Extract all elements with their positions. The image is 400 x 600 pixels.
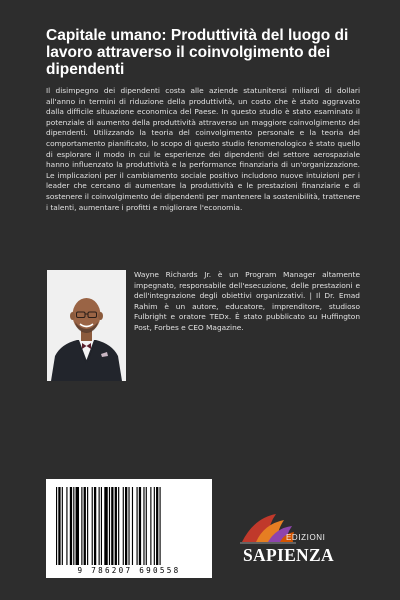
author-photo: [47, 270, 126, 381]
book-title: Capitale umano: Produttività del luogo di lavoro attraverso il coinvolgimento dei dipendenti: [46, 27, 349, 78]
author-bio: Wayne Richards Jr. è un Program Manager altamente impegnato, responsabile dell'esecuzione, delle prestazioni e dell'integrazione degli obiettivi organizzativi. | Il Dr. Emad Rahim è un autore, educatore, imprenditore, studioso Fulbright e oratore TEDx. È stato pubblicato su Huffington Post, Forbes e CEO Magazine.: [134, 270, 360, 332]
isbn-number: 9 786207 690558: [77, 566, 181, 575]
publisher-logo-icon: [236, 508, 356, 578]
book-abstract: Il disimpegno dei dipendenti costa alle aziende statunitensi miliardi di dollari all'anno in termini di riduzione della produttività, un costo che è stato aggravato dalla difficile situazione economica del Paese. In questo studio è stato esaminato il potenziale di aumento della produttività attraverso un maggiore coinvolgimento dei dipendenti. Utilizzando la teoria del coinvolgimento personale e la teoria del comportamento pianificato, lo scopo di questo studio fenomenologico è stato quello di esplorare il modo in cui le esperienze dei dipendenti del settore aerospaziale hanno influenzato la produttività e la performance finanziaria di un'organizzazione. Le implicazioni per il cambiamento sociale positivo includono nuove intuizioni per i leader che cercano di aumentare la produttività e le prestazioni finanziarie e di sostenere il coinvolgimento dei dipendenti per mantenere la sostenibilità, trattenere i talenti, aumentare i profitti e migliorare l'economia.: [46, 86, 360, 212]
isbn-barcode: [46, 479, 212, 578]
publisher-prefix: EDIZIONI: [286, 533, 326, 542]
barcode-bars: [54, 487, 204, 565]
publisher-name: SAPIENZA: [243, 545, 334, 565]
